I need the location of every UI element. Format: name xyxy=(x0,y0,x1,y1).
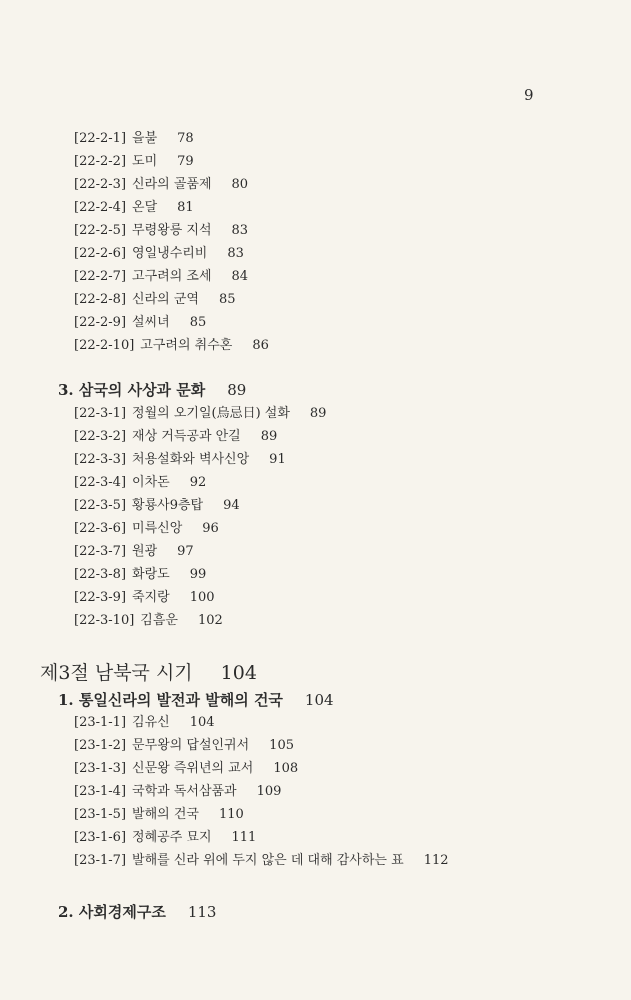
entry-code: [22-2-2] xyxy=(74,154,127,169)
section-heading xyxy=(58,902,216,922)
entry-page: 110 xyxy=(218,807,244,822)
entry-page: 105 xyxy=(269,738,294,753)
section-page: 104 xyxy=(304,691,334,709)
entry-code: [22-3-2] xyxy=(74,429,127,444)
toc-entry xyxy=(74,451,286,469)
entry-code: [23-1-6] xyxy=(74,830,127,845)
toc-entry xyxy=(74,497,240,515)
toc-entry xyxy=(74,520,219,538)
entry-code: [22-2-6] xyxy=(74,246,127,261)
entry-page: 84 xyxy=(231,269,249,284)
chapter-title: 제3절 남북국 시기 xyxy=(40,662,193,684)
entry-page: 104 xyxy=(189,715,215,730)
toc-entry xyxy=(74,268,248,286)
entry-code: [22-3-1] xyxy=(74,406,127,421)
entry-page: 111 xyxy=(231,830,257,845)
section-title: 1. 통일신라의 발전과 발해의 건국 xyxy=(58,691,283,709)
chapter-heading xyxy=(40,661,257,685)
entry-title: 발해를 신라 위에 두지 않은 데 대해 감사하는 표 xyxy=(132,853,404,868)
entry-code: [22-2-5] xyxy=(74,223,127,238)
entry-title: 미륵신앙 xyxy=(132,521,183,536)
entry-title: 무령왕릉 지석 xyxy=(132,223,212,238)
entry-page: 89 xyxy=(309,406,327,421)
entry-title: 고구려의 취수혼 xyxy=(140,338,233,353)
entry-title: 발해의 건국 xyxy=(132,807,199,822)
entry-title: 이차돈 xyxy=(132,475,170,490)
toc-entry xyxy=(74,176,248,194)
toc-entry xyxy=(74,737,294,755)
toc-entry xyxy=(74,199,194,217)
toc-entry xyxy=(74,474,206,492)
entry-page: 86 xyxy=(252,338,269,353)
entry-title: 처용설화와 벽사신앙 xyxy=(132,452,250,467)
entry-code: [22-2-3] xyxy=(74,177,127,192)
entry-title: 신라의 골품제 xyxy=(132,177,212,192)
entry-page: 97 xyxy=(177,544,194,559)
toc-entry xyxy=(74,130,194,148)
toc-entry xyxy=(74,337,269,355)
entry-code: [23-1-2] xyxy=(74,738,127,753)
toc-entry xyxy=(74,428,277,446)
chapter-page: 104 xyxy=(220,662,257,684)
toc-entry xyxy=(74,291,236,309)
entry-code: [22-3-9] xyxy=(74,590,127,605)
entry-page: 109 xyxy=(256,784,282,799)
entry-page: 92 xyxy=(189,475,207,490)
entry-page: 112 xyxy=(423,853,449,868)
entry-code: [23-1-7] xyxy=(74,853,127,868)
entry-page: 89 xyxy=(260,429,278,444)
section-heading xyxy=(58,690,334,710)
section-title: 2. 사회경제구조 xyxy=(58,903,166,921)
entry-code: [23-1-1] xyxy=(74,715,127,730)
entry-page: 83 xyxy=(227,246,244,261)
entry-title: 재상 거득공과 안길 xyxy=(132,429,241,444)
entry-code: [23-1-4] xyxy=(74,784,127,799)
entry-code: [22-3-3] xyxy=(74,452,127,467)
entry-page: 108 xyxy=(273,761,299,776)
entry-code: [22-2-7] xyxy=(74,269,127,284)
section-title: 3. 삼국의 사상과 문화 xyxy=(58,381,206,399)
entry-code: [22-3-6] xyxy=(74,521,127,536)
toc-entry xyxy=(74,314,206,332)
entry-title: 영일냉수리비 xyxy=(132,246,208,261)
entry-page: 80 xyxy=(231,177,249,192)
toc-entry xyxy=(74,245,244,263)
entry-code: [22-3-7] xyxy=(74,544,127,559)
entry-code: [22-2-1] xyxy=(74,131,127,146)
entry-title: 고구려의 조세 xyxy=(132,269,212,284)
entry-title: 화랑도 xyxy=(132,567,170,582)
entry-code: [22-2-4] xyxy=(74,200,127,215)
toc-entry xyxy=(74,760,298,778)
entry-code: [22-2-9] xyxy=(74,315,127,330)
page-number: 9 xyxy=(524,86,534,104)
entry-code: [22-2-10] xyxy=(74,338,135,353)
entry-code: [22-3-8] xyxy=(74,567,127,582)
entry-page: 85 xyxy=(189,315,207,330)
entry-title: 신문왕 즉위년의 교서 xyxy=(132,761,254,776)
entry-code: [22-3-5] xyxy=(74,498,127,513)
entry-page: 81 xyxy=(177,200,194,215)
entry-code: [23-1-3] xyxy=(74,761,127,776)
toc-entry xyxy=(74,612,223,630)
entry-code: [22-3-10] xyxy=(74,613,135,628)
entry-title: 황룡사9층탑 xyxy=(132,498,204,513)
entry-title: 김유신 xyxy=(132,715,170,730)
toc-entry xyxy=(74,153,194,171)
toc-entry xyxy=(74,714,215,732)
toc-entry xyxy=(74,589,215,607)
entry-title: 정혜공주 묘지 xyxy=(132,830,212,845)
entry-title: 국학과 독서삼품과 xyxy=(132,784,237,799)
entry-title: 김흠운 xyxy=(140,613,178,628)
toc-entry xyxy=(74,566,206,584)
entry-page: 102 xyxy=(197,613,223,628)
entry-page: 83 xyxy=(231,223,249,238)
entry-page: 79 xyxy=(177,154,194,169)
entry-title: 정월의 오기일(烏忌日) 설화 xyxy=(132,406,290,421)
entry-code: [22-2-8] xyxy=(74,292,127,307)
entry-page: 78 xyxy=(177,131,194,146)
toc-entry xyxy=(74,806,244,824)
toc-entry xyxy=(74,222,248,240)
entry-title: 죽지랑 xyxy=(132,590,170,605)
entry-page: 91 xyxy=(269,452,286,467)
entry-title: 온달 xyxy=(132,200,158,215)
entry-title: 을불 xyxy=(132,131,158,146)
entry-title: 설씨녀 xyxy=(132,315,170,330)
entry-page: 99 xyxy=(189,567,207,582)
entry-title: 문무왕의 답설인귀서 xyxy=(132,738,250,753)
entry-title: 원광 xyxy=(132,544,158,559)
section-page: 113 xyxy=(187,903,217,921)
entry-title: 신라의 군역 xyxy=(132,292,199,307)
entry-page: 85 xyxy=(218,292,236,307)
entry-title: 도미 xyxy=(132,154,158,169)
toc-entry xyxy=(74,783,281,801)
entry-page: 100 xyxy=(189,590,215,605)
toc-entry xyxy=(74,852,449,870)
toc-entry xyxy=(74,829,256,847)
toc-entry xyxy=(74,405,326,423)
section-page: 89 xyxy=(227,381,247,399)
entry-page: 94 xyxy=(223,498,240,513)
entry-page: 96 xyxy=(202,521,219,536)
section-heading xyxy=(58,380,246,400)
entry-code: [22-3-4] xyxy=(74,475,127,490)
entry-code: [23-1-5] xyxy=(74,807,127,822)
toc-entry xyxy=(74,543,194,561)
